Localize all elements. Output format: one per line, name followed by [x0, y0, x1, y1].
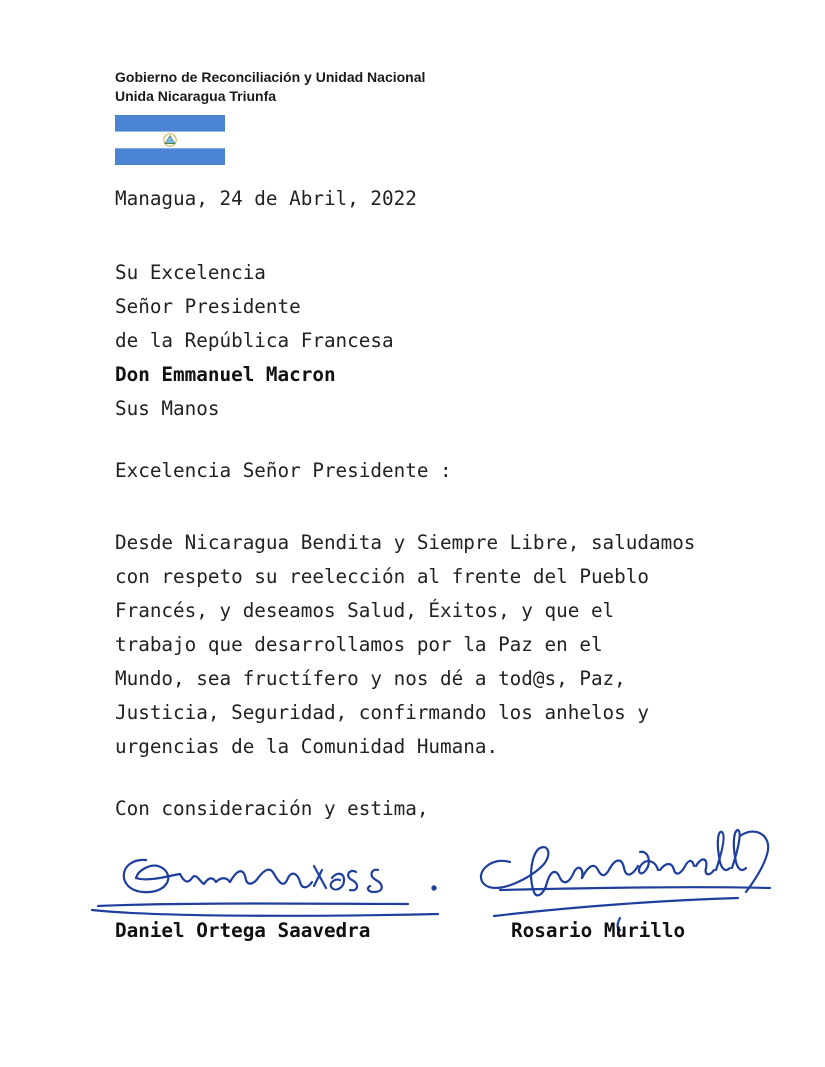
body-line: trabajo que desarrollamos por la Paz en el — [115, 633, 603, 656]
body-line: Francés, y deseamos Salud, Éxitos, y que el — [115, 599, 615, 622]
body-line: Justicia, Seguridad, confirmando los anhelos y — [115, 701, 649, 724]
recipient-name: Don Emmanuel Macron — [115, 363, 336, 386]
letterhead-line-2: Unida Nicaragua Triunfa — [115, 88, 277, 104]
signature-left — [88, 848, 448, 923]
recipient-address — [115, 256, 394, 426]
signatory-name-left: Daniel Ortega Saavedra — [115, 919, 371, 942]
salutation: Excelencia Señor Presidente : — [115, 459, 452, 482]
body-line: urgencias de la Comunidad Humana. — [115, 735, 499, 758]
letter-body — [115, 526, 715, 764]
letterhead — [115, 68, 425, 106]
nicaragua-flag-icon — [115, 115, 225, 165]
body-line: Mundo, sea fructífero y nos dé a tod@s, Paz, — [115, 667, 626, 690]
address-line: Señor Presidente — [115, 295, 301, 318]
body-line: con respeto su reelección al frente del Pueblo — [115, 565, 649, 588]
address-line: Su Excelencia — [115, 261, 266, 284]
address-line: Sus Manos — [115, 397, 220, 420]
closing: Con consideración y estima, — [115, 797, 429, 820]
signatory-name-right: Rosario Murillo — [511, 919, 686, 942]
address-line: de la República Francesa — [115, 329, 394, 352]
signature-right — [470, 822, 775, 932]
body-line: Desde Nicaragua Bendita y Siempre Libre, saludamos — [115, 531, 696, 554]
letterhead-line-1: Gobierno de Reconciliación y Unidad Nacional — [115, 69, 426, 85]
letter-date: Managua, 24 de Abril, 2022 — [115, 187, 417, 210]
